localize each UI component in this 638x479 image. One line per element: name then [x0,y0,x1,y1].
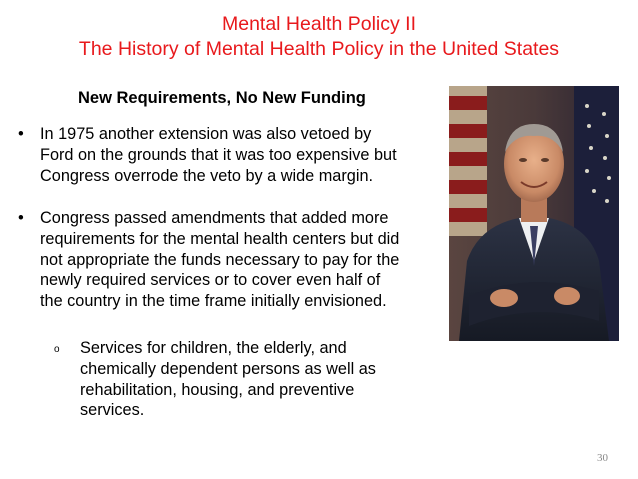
slide-title [0,12,638,62]
portrait-photo [449,86,619,341]
bullet-marker: • [18,125,24,143]
title-line-1: Mental Health Policy II [221,13,416,35]
sub-bullet-marker: o [54,344,60,355]
bullet-text [40,124,445,186]
bullet-line: the country in the time frame initially envisioned. [40,292,387,311]
sub-bullet-line: rehabilitation, housing, and preventive [80,380,355,399]
title-line-2: The History of Mental Health Policy in the United States [78,38,560,60]
subheading: New Requirements, No New Funding [78,89,366,107]
bullet-line: requirements for the mental health centers but did [40,229,400,248]
sub-bullet-line: chemically dependent persons as well as [80,359,376,378]
sub-bullet-line: services. [80,401,145,420]
bullet-marker: • [18,209,24,227]
bullet-line: newly required services or to cover even half of [40,271,381,290]
sub-bullet-text [80,338,440,421]
page-number: 30 [597,452,608,464]
sub-bullet-line: Services for children, the elderly, and [80,339,347,357]
bullet-line: Congress overrode the veto by a wide margin. [40,166,374,185]
bullet-line: not appropriate the funds necessary to pay for the [40,250,400,269]
bullet-line: Congress passed amendments that added more [40,209,389,227]
bullet-line: Ford on the grounds that it was too expensive but [40,145,397,164]
bullet-line: In 1975 another extension was also vetoed by [40,125,372,143]
bullet-text [40,208,445,312]
